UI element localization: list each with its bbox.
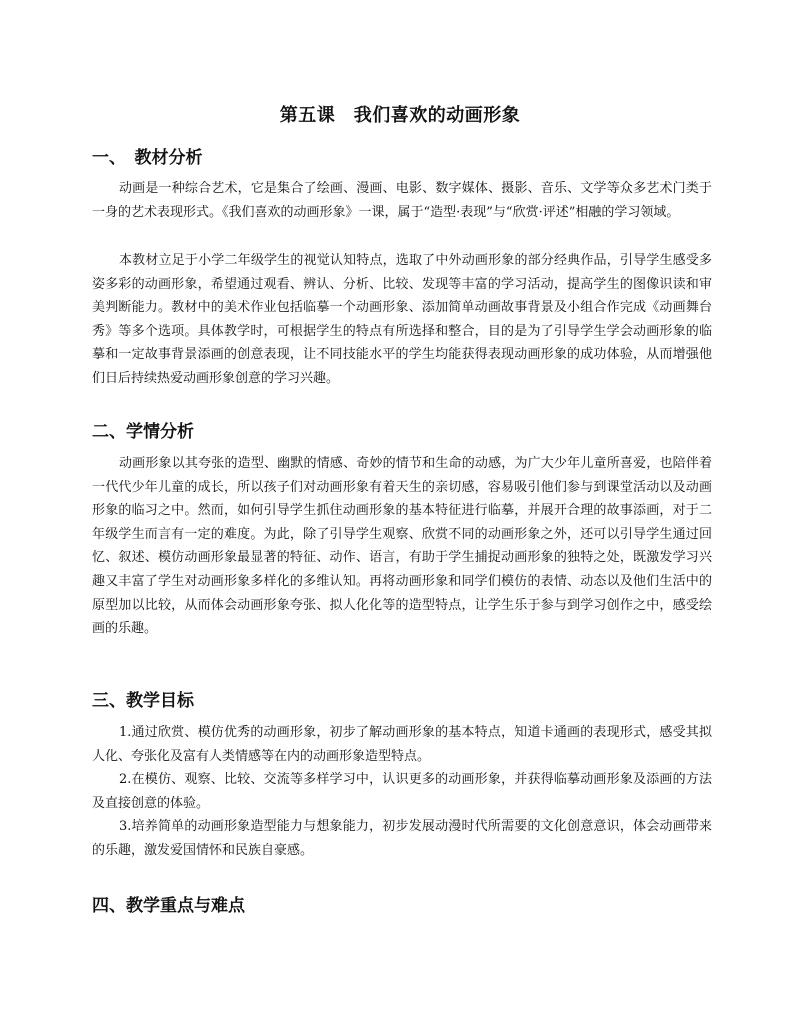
- section-heading-2: 二、学情分析: [92, 422, 194, 442]
- section-3-objective-3: 3.培养简单的动画形象造型能力与想象能力，初步发展动漫时代所需要的文化创意意识，体会动画带来的乐趣，激发爱国情怀和民族自豪感。: [92, 819, 712, 858]
- section-heading-4: 四、教学重点与难点: [92, 896, 245, 916]
- section-heading-1: 一、 教材分析: [92, 148, 203, 168]
- section-3-objective-2: 2.在模仿、观察、比较、交流等多样学习中，认识更多的动画形象，并获得临摹动画形象及添画的方法及直接创意的体验。: [92, 772, 712, 811]
- section-heading-3: 三、教学目标: [92, 691, 194, 711]
- section-1-paragraph-1: 动画是一种综合艺术，它是集合了绘画、漫画、电影、数字媒体、摄影、音乐、文学等众多艺术门类于一身的艺术表现形式。《我们喜欢的动画形象》一课，属于“造型·表现”与“欣赏·评述”相融的学习领域。: [92, 181, 712, 220]
- section-3-objective-1: 1.通过欣赏、模仿优秀的动画形象，初步了解动画形象的基本特点，知道卡通画的表现形式，感受其拟人化、夸张化及富有人类情感等在内的动画形象造型特点。: [92, 725, 712, 764]
- section-1-paragraph-2: 本教材立足于小学二年级学生的视觉认知特点，选取了中外动画形象的部分经典作品，引导学生感受多姿多彩的动画形象，希望通过观看、辨认、分析、比较、发现等丰富的学习活动，提高学生的图像识读和审美判断能力。教材中的美术作业包括临摹一个动画形象、添加简单动画故事背景及小组合作完成《动画舞台秀》等多个选项。具体教学时，可根据学生的特点有所选择和整合，目的是为了引导学生学会动画形象的临摹和一定故事背景添画的创意表现，让不同技能水平的学生均能获得表现动画形象的成功体验，从而增强他们日后持续热爱动画形象创意的学习兴趣。: [92, 253, 712, 386]
- section-2-paragraph-1: 动画形象以其夸张的造型、幽默的情感、奇妙的情节和生命的动感，为广大少年儿童所喜爱，也陪伴着一代代少年儿童的成长，所以孩子们对动画形象有着天生的亲切感，容易吸引他们参与到课堂活动以及动画形象的临习之中。然而，如何引导学生抓住动画形象的基本特征进行临摹，并展开合理的故事添画，对于二年级学生而言有一定的难度。为此，除了引导学生观察、欣赏不同的动画形象之外，还可以引导学生通过回忆、叙述、模仿动画形象最显著的特征、动作、语言，有助于学生捕捉动画形象的独特之处，既激发学习兴趣又丰富了学生对动画形象多样化的多维认知。再将动画形象和同学们模仿的表情、动态以及他们生活中的原型加以比较，从而体会动画形象夸张、拟人化化等的造型特点，让学生乐于参与到学习创作之中，感受绘画的乐趣。: [92, 456, 712, 637]
- document-title: 第五课 我们喜欢的动画形象: [279, 105, 521, 126]
